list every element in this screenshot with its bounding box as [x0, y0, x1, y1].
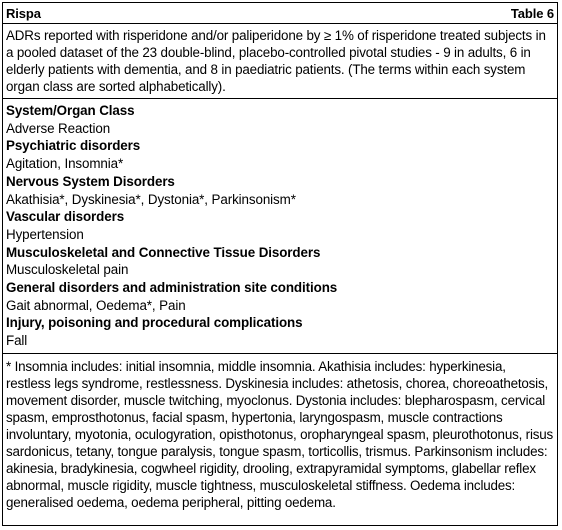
table-intro: ADRs reported with risperidone and/or paliperidone by ≥ 1% of risperidone treated subjects in a pooled dataset of the 23 double-blind, placebo-controlled pivotal studies - 9 in adults, 6 in elderly patients with dementia, and 8 in paediatric patients. (The terms within each system organ class are sorted alphabetically).: [3, 24, 557, 99]
section-heading-nervous-system: Nervous System Disorders: [6, 173, 175, 189]
table-number: Table 6: [510, 5, 554, 21]
section-items-injury: Fall: [6, 333, 28, 349]
table-title: Rispa: [6, 5, 41, 21]
section-heading-vascular: Vascular disorders: [6, 209, 125, 225]
adverse-reactions-table: [2, 2, 558, 526]
table-footnote: * Insomnia includes: initial insomnia, middle insomnia. Akathisia includes: hyperkinesia, restless legs syndrome, restlessness. Dyskinesia includes: athetosis, chorea, choreoathetosis, movement disorder, muscle twitching, myoclonus. Dystonia includes: blepharospasm, cervical spasm, emprosthotonus, facial spasm, hypertonia, laryngospasm, muscle contractions involuntary, myotonia, oculogyration, opisthotonus, oropharyngeal spasm, pleurothotonus, risus sardonicus, tetany, tongue paralysis, tongue spasm, torticollis, trismus. Parkinsonism includes: akinesia, bradykinesia, cogwheel rigidity, drooling, extrapyramidal symptoms, glabellar reflex abnormal, muscle rigidity, muscle tightness, musculoskeletal stiffness. Oedema includes: generalised oedema, oedema peripheral, pitting oedema.: [6, 358, 554, 510]
section-items-musculoskeletal: Musculoskeletal pain: [6, 262, 129, 278]
column-header-class: System/Organ Class: [6, 103, 135, 118]
section-heading-general: General disorders and administration site conditions: [6, 280, 338, 296]
section-heading-musculoskeletal: Musculoskeletal and Connective Tissue Disorders: [6, 244, 321, 260]
section-items-psychiatric: Agitation, Insomnia*: [6, 156, 124, 172]
column-header-reaction: Adverse Reaction: [6, 120, 111, 136]
section-heading-injury: Injury, poisoning and procedural complications: [6, 315, 303, 331]
section-heading-psychiatric: Psychiatric disorders: [6, 138, 141, 154]
section-items-vascular: Hypertension: [6, 226, 84, 242]
table-body: [3, 99, 557, 354]
section-items-general: Gait abnormal, Oedema*, Pain: [6, 297, 186, 313]
section-items-nervous-system: Akathisia*, Dyskinesia*, Dystonia*, Parkinsonism*: [6, 191, 296, 207]
table-header: [3, 3, 557, 24]
